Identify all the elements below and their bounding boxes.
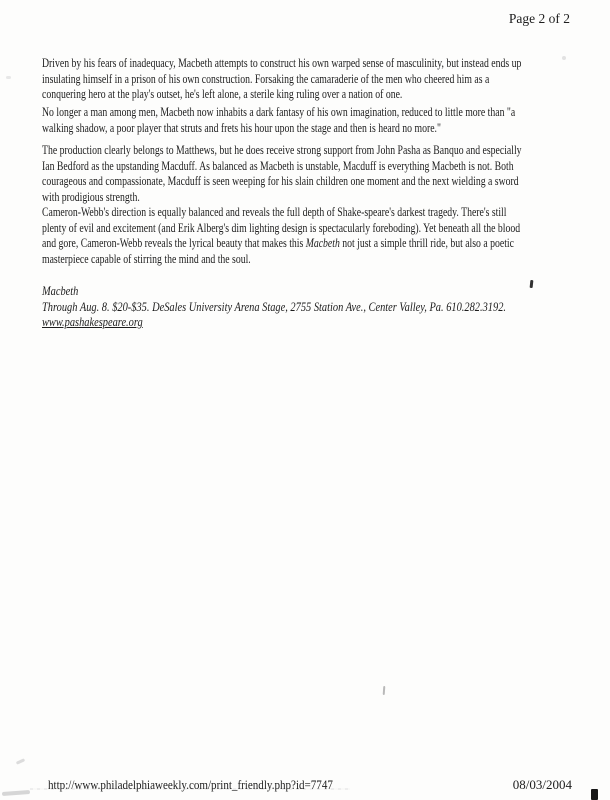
page-number: Page 2 of 2: [508, 11, 570, 26]
text-line: Cameron-Webb's direction is equally balanced and reveals the full depth of Shake-speare's darkest tragedy. There's still: [42, 204, 507, 219]
text-line: plenty of evil and excitement (and Erik Alberg's dim lighting design is spectacularly foreboding). Yet beneath all the blood: [42, 219, 521, 235]
article-paragraph: [42, 55, 610, 102]
text-line: courageous and compassionate, Macduff is seen weeping for his slain children one moment and the next wielding a sword: [42, 173, 519, 189]
listing-website-url: www.pashakespeare.org: [42, 314, 143, 330]
listing-details: Through Aug. 8. $20-$35. DeSales University Arena Stage, 2755 Station Ave., Center Valley, Pa. 610.282.3192.: [42, 298, 507, 314]
text-line: conquering hero at the play's outset, he's left alone, a sterile king ruling over a nation of one.: [42, 86, 403, 102]
footer-date: 08/03/2004: [512, 777, 572, 792]
footer-source-url: http://www.philadelphiaweekly.com/print_friendly.php?id=7747: [48, 777, 333, 792]
text-line: The production clearly belongs to Matthews, but he does receive strong support from John Pasha as Banquo and especially: [42, 142, 522, 157]
scan-artifact-smudge: [16, 758, 25, 765]
scan-artifact-dot: [6, 76, 11, 79]
italic-title: Macbeth: [305, 235, 340, 251]
article-paragraph: [42, 204, 610, 267]
print-footer: [0, 776, 610, 792]
scan-artifact-speck: [383, 686, 386, 695]
text-line: with prodigious strength.: [42, 189, 140, 205]
event-listing: [42, 283, 610, 330]
text-line: masterpiece capable of stirring the mind and the soul.: [42, 251, 251, 267]
text-line: No longer a man among men, Macbeth now inhabits a dark fantasy of his own imagination, reduced to little more than "a: [42, 104, 516, 119]
text-line: walking shadow, a poor player that struts and frets his hour upon the stage and then is heard no more.": [42, 119, 441, 135]
article-paragraph: [42, 104, 610, 135]
text-line: and gore, Cameron-Webb reveals the lyrical beauty that makes this Macbeth not just a simple thrill ride, but also a poetic: [42, 235, 514, 251]
text-line: Driven by his fears of inadequacy, Macbeth attempts to construct his own warped sense of masculinity, but instead ends up: [42, 55, 522, 70]
text-line: Ian Bedford as the upstanding Macduff. As balanced as Macbeth is unstable, Macduff is everything Macbeth is not. Both: [42, 157, 514, 173]
article-paragraph: [42, 142, 610, 205]
listing-title: Macbeth: [42, 283, 79, 298]
text-line: insulating himself in a prison of his own construction. Forsaking the camaraderie of the men who cheered him as a: [42, 70, 490, 86]
scan-artifact-dot: [562, 56, 566, 60]
